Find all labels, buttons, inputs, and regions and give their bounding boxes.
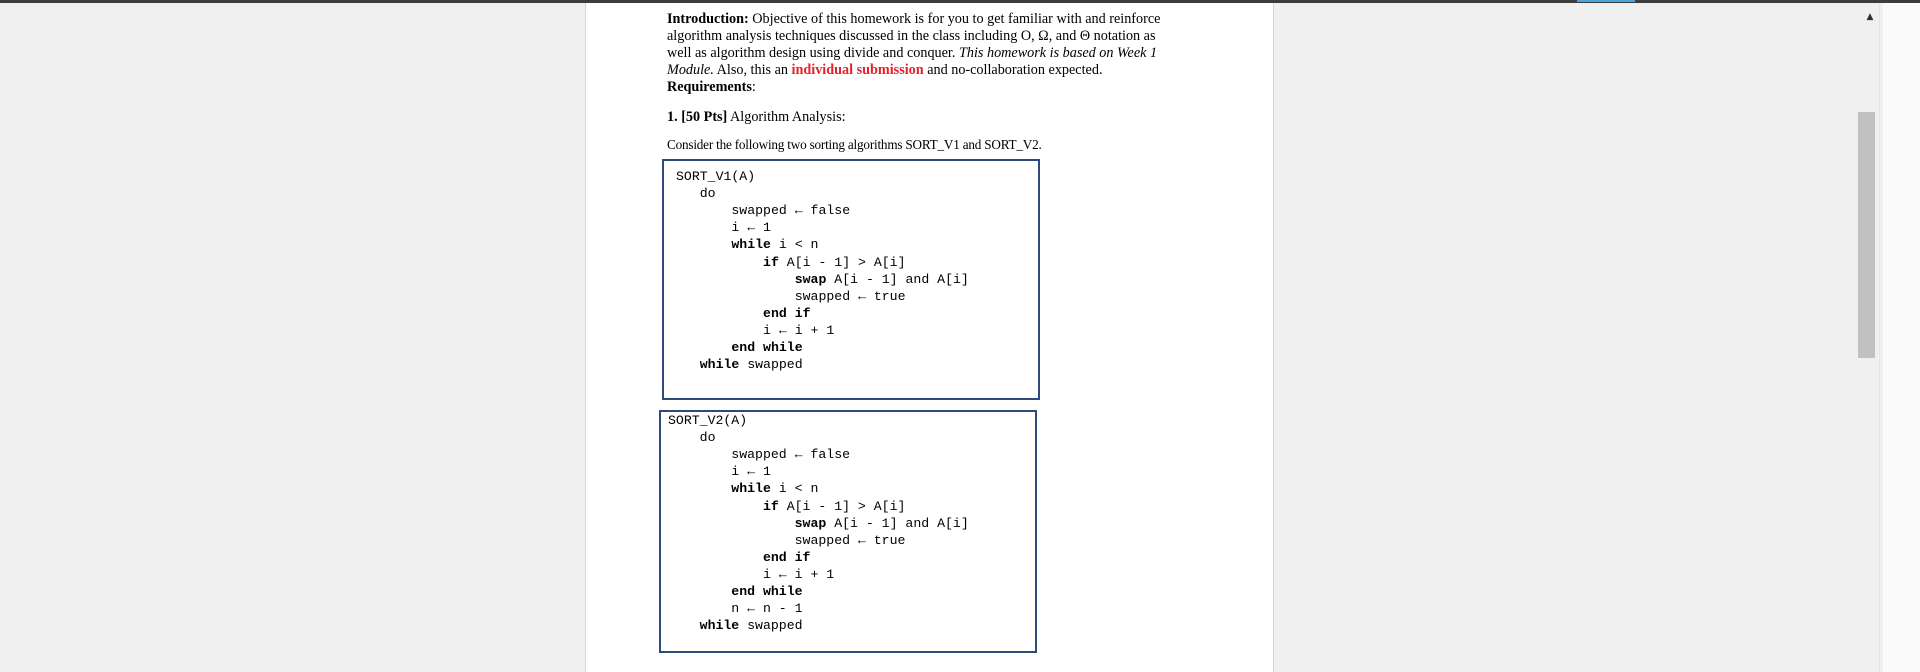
document-page [585, 3, 1274, 672]
code-text: i < n [770, 481, 819, 497]
sort-v1-code-line [676, 185, 716, 202]
intro-italic-note: This homework is based on Week 1 [958, 44, 1158, 61]
code-text: swapped ← true [676, 288, 906, 304]
code-text: i < n [770, 237, 819, 253]
code-keyword: end while [676, 340, 803, 355]
sort-v1-code-line [676, 254, 906, 271]
sort-v2-code-line [668, 498, 905, 515]
code-text: A[i - 1] > A[i] [778, 498, 906, 514]
sort-v2-code-line [668, 429, 715, 446]
question-1-heading [667, 109, 846, 126]
top-accent-line [1577, 0, 1635, 2]
intro-line-3: well as algorithm design using divide and conquer. This homework is based on Week 1 [667, 44, 1158, 61]
code-text: swapped [739, 618, 803, 634]
introduction-paragraph [667, 11, 1187, 96]
code-text: i ← 1 [668, 464, 771, 480]
code-keyword: end while [668, 584, 803, 599]
code-text: do [668, 430, 716, 446]
sort-v2-code-box [659, 410, 1037, 653]
sort-v1-code-line [676, 339, 803, 356]
code-text: do [676, 186, 716, 202]
intro-heading: Introduction: [667, 11, 749, 27]
sort-v2-code-line [668, 600, 803, 617]
intro-line-1: Introduction: Objective of this homework is for you to get familiar with and reinforce [667, 11, 1161, 27]
code-text: i ← i + 1 [676, 322, 835, 338]
intro-line-4: Module. Also, this an individual submission and no-collaboration expected. [667, 61, 1103, 78]
sort-v1-code-line [676, 305, 811, 322]
code-text: swapped ← false [668, 447, 851, 463]
code-keyword: while [676, 237, 771, 253]
sort-v1-code-line [676, 356, 803, 373]
code-keyword: swap [668, 515, 827, 531]
code-text: SORT_V2(A) [668, 413, 748, 428]
sort-v1-code-line [676, 236, 818, 253]
sort-v1-code-line [676, 219, 771, 236]
code-text: A[i - 1] and A[i] [826, 271, 969, 287]
code-keyword: while [668, 481, 771, 497]
question-1-points: 1. [50 Pts] [667, 109, 728, 125]
code-text: swapped ← false [676, 203, 851, 219]
code-text: n ← n - 1 [668, 601, 803, 617]
code-keyword: while [676, 357, 740, 373]
sort-v2-code-line [668, 515, 969, 532]
sort-v2-code-line [668, 480, 818, 497]
code-text: i ← i + 1 [668, 566, 835, 582]
requirements-label: Requirements: [667, 78, 756, 95]
question-1-title: Algorithm Analysis: [727, 109, 846, 125]
consider-sentence: Consider the following two sorting algorithms SORT_V1 and SORT_V2. [667, 137, 1042, 152]
sort-v1-code-line [676, 288, 906, 305]
vertical-scrollbar-thumb[interactable] [1858, 112, 1875, 358]
code-text: i ← 1 [676, 220, 771, 236]
sort-v2-code-line [668, 446, 850, 463]
code-keyword: while [668, 618, 740, 634]
sort-v2-code-line [668, 549, 810, 566]
sort-v2-code-line [668, 463, 771, 480]
code-keyword: if [668, 498, 779, 514]
scroll-up-arrow-icon[interactable]: ▲ [1866, 12, 1874, 22]
sort-v1-code-line [676, 271, 969, 288]
code-text: A[i - 1] and A[i] [826, 515, 969, 531]
intro-line-2: algorithm analysis techniques discussed in the class including O, Ω, and Θ notation as [667, 27, 1156, 44]
code-keyword: if [676, 254, 779, 270]
code-text: swapped [739, 357, 803, 373]
code-keyword: swap [676, 271, 827, 287]
right-edge-inner [1883, 3, 1920, 672]
individual-submission-emphasis: individual submission [791, 61, 924, 78]
scrollbar-track-edge [1879, 3, 1880, 672]
code-keyword: end if [668, 549, 811, 565]
code-text: SORT_V1(A) [676, 169, 756, 184]
code-keyword: end if [676, 305, 811, 321]
sort-v2-code-line [668, 412, 747, 429]
sort-v1-code-box [662, 159, 1040, 400]
code-text: swapped ← true [668, 532, 906, 548]
sort-v2-code-line [668, 566, 834, 583]
sort-v1-code-line [676, 202, 850, 219]
code-text: A[i - 1] > A[i] [778, 254, 906, 270]
sort-v2-code-line [668, 532, 905, 549]
sort-v1-code-line [676, 168, 755, 185]
sort-v1-code-line [676, 322, 834, 339]
sort-v2-code-line [668, 617, 803, 634]
sort-v2-code-line [668, 583, 803, 600]
